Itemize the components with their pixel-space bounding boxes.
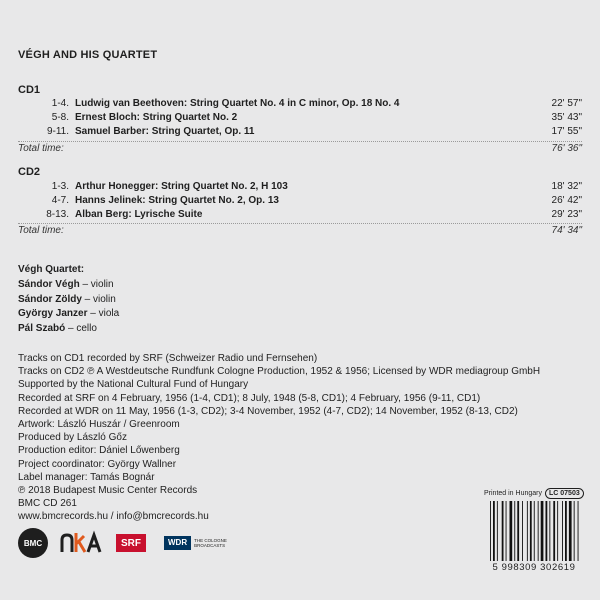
track-number: 5-8.: [51, 112, 69, 123]
track-number: 1-3.: [51, 181, 69, 192]
cd1-total: [0, 143, 600, 157]
credit-line: BMC CD 261: [18, 498, 77, 510]
credit-line: Supported by the National Cultural Fund of Hungary: [18, 379, 249, 391]
track-time: 22' 57": [551, 98, 582, 109]
ensemble-block: [18, 263, 119, 337]
barcode-bar: [549, 501, 550, 561]
barcode-bar: [493, 501, 495, 561]
wdr-mark: WDR: [164, 536, 191, 550]
barcode-bar: [574, 501, 575, 561]
member-role: – violin: [81, 293, 116, 305]
track-work: Ernest Bloch: String Quartet No. 2: [75, 112, 238, 123]
member-line: [18, 322, 119, 337]
credit-line: Produced by László Gőz: [18, 432, 127, 444]
track-number: 4-7.: [51, 195, 69, 206]
credit-line: www.bmcrecords.hu / info@bmcrecords.hu: [18, 511, 209, 523]
track-row: [0, 209, 600, 223]
credit-line: Project coordinator: György Wallner: [18, 458, 177, 470]
track-time: 18' 32": [551, 181, 582, 192]
track-time: 29' 23": [551, 209, 582, 220]
cd2-total: [0, 225, 600, 239]
bmc-logo: BMC: [18, 528, 48, 558]
track-work: Samuel Barber: String Quartet, Op. 11: [75, 126, 255, 137]
track-row: [0, 126, 600, 140]
cd2-heading: CD2: [18, 166, 41, 178]
member-role: – viola: [87, 308, 120, 320]
member-name: Pál Szabó: [18, 323, 66, 335]
barcode-bar: [497, 501, 498, 561]
track-work: Hanns Jelinek: String Quartet No. 2, Op. 13: [75, 195, 279, 206]
barcode-bar: [538, 501, 539, 561]
barcode-bar: [553, 501, 555, 561]
track-number: 8-13.: [46, 209, 69, 220]
barcode-bar: [565, 501, 567, 561]
label-code-badge: LC 07503: [545, 488, 584, 499]
credit-line: Label manager: Tamás Bognár: [18, 471, 155, 483]
member-line: [18, 278, 119, 293]
barcode-bar: [510, 501, 513, 561]
member-line: [18, 307, 119, 322]
barcode-bar: [502, 501, 504, 561]
track-number: 1-4.: [51, 98, 69, 109]
nka-logo-graphic: [60, 530, 102, 556]
ensemble-heading: Végh Quartet:: [18, 264, 85, 275]
credit-line: Recorded at WDR on 11 May, 1956 (1-3, CD2); 3-4 November, 1952 (4-7, CD2); 14 November, 1952 (8-13, CD2): [18, 405, 518, 417]
credit-line: Tracks on CD1 recorded by SRF (Schweizer Radio und Fernsehen): [18, 353, 318, 364]
member-name: Sándor Zöldy: [18, 293, 82, 305]
barcode-bar: [569, 501, 572, 561]
track-work: Ludwig van Beethoven: String Quartet No. 4 in C minor, Op. 18 No. 4: [75, 98, 400, 109]
member-name: Sándor Végh: [18, 278, 80, 290]
barcode-bar: [490, 501, 491, 561]
credit-line: Production editor: Dániel Lőwenberg: [18, 445, 180, 457]
credit-line: Recorded at SRF on 4 February, 1956 (1-4, CD1); 8 July, 1948 (5-8, CD1); 4 February, 1956 (9-11, CD1): [18, 392, 481, 404]
credit-line: ℗ 2018 Budapest Music Center Records: [18, 485, 198, 497]
barcode-number: 5 998309 302619: [492, 562, 576, 573]
track-time: 35' 43": [551, 112, 582, 123]
barcode-bar: [527, 501, 528, 561]
track-row: [0, 112, 600, 126]
barcode-bar: [530, 501, 532, 561]
total-label: Total time:: [18, 143, 64, 154]
credit-line: Artwork: László Huszár / Greenroom: [18, 419, 180, 431]
barcode-bar: [522, 501, 523, 561]
member-role: – cello: [65, 323, 97, 335]
member-role: – violin: [79, 278, 114, 290]
wdr-logo: [164, 534, 234, 552]
cd1-heading: CD1: [18, 84, 41, 96]
barcode-bar: [506, 501, 507, 561]
track-time: 26' 42": [551, 195, 582, 206]
barcode-bar: [562, 501, 563, 561]
member-line: [18, 293, 119, 308]
barcode-bar: [578, 501, 579, 561]
srf-logo: SRF: [116, 534, 146, 552]
barcode-bar: [514, 501, 515, 561]
album-title: VÉGH AND HIS QUARTET: [18, 49, 158, 61]
member-name: György Janzer: [18, 308, 88, 320]
credit-line: Tracks on CD2 ℗ A Westdeutsche Rundfunk Cologne Production, 1952 & 1956; Licensed by WDR mediagroup GmbH: [18, 366, 541, 378]
track-row: [0, 98, 600, 112]
barcode-bar: [534, 501, 535, 561]
barcode: [488, 501, 582, 561]
barcode-bar: [517, 501, 519, 561]
printed-note: [484, 488, 584, 499]
divider: [18, 223, 582, 224]
track-row: [0, 181, 600, 195]
wdr-tagline: THE COLOGNE BROADCASTS: [194, 538, 227, 548]
barcode-bar: [541, 501, 544, 561]
track-number: 9-11.: [46, 126, 69, 137]
total-time: 74' 34": [551, 225, 582, 236]
printed-in-label: Printed in Hungary: [484, 490, 542, 497]
total-label: Total time:: [18, 225, 64, 236]
nka-logo: [60, 530, 102, 556]
track-work: Alban Berg: Lyrische Suite: [75, 209, 203, 220]
barcode-bar: [546, 501, 548, 561]
total-time: 76' 36": [551, 143, 582, 154]
track-time: 17' 55": [551, 126, 582, 137]
barcode-bar: [557, 501, 558, 561]
track-work: Arthur Honegger: String Quartet No. 2, H 103: [75, 181, 288, 192]
divider: [18, 141, 582, 142]
track-row: [0, 195, 600, 209]
